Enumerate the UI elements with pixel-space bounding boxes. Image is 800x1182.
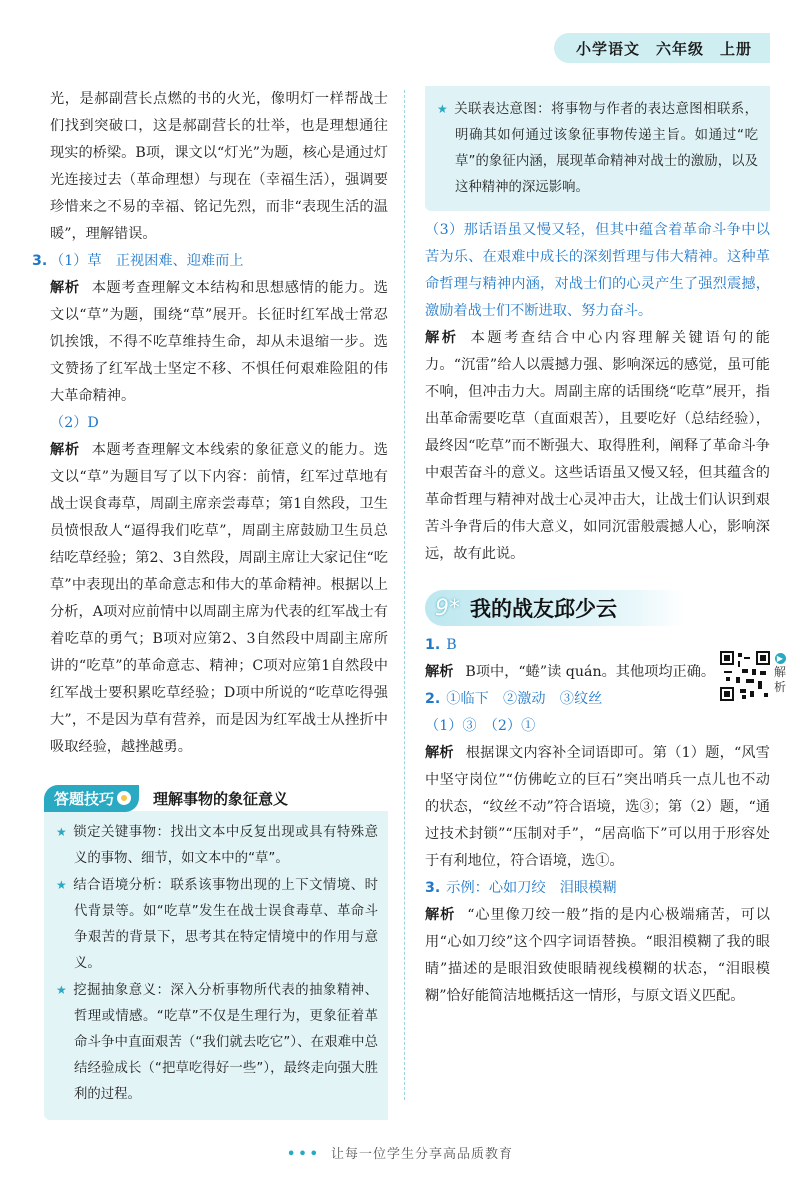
tip-heading: 理解事物的象征意义 [153, 789, 289, 808]
s9-q1-analysis: 解析 B项中，“蜷”读 quán。其他项均正确。 [425, 664, 716, 680]
tip-tag: 答题技巧 [44, 785, 139, 812]
q3-number: 3. [425, 880, 441, 896]
play-icon: ▶ [775, 653, 786, 664]
tip-title-row [44, 783, 388, 813]
footer [0, 1143, 800, 1162]
q1-number: 1. [425, 637, 441, 653]
footer-dots: ••• [287, 1147, 321, 1162]
tip-box [44, 783, 388, 1120]
q3-3-analysis: 解析 本题考查结合中心内容理解关键语句的能力。“沉雷”给人以震撼力强、影响深远的感觉，虽可能不响，但冲击力大。周副主席的话围绕“吃草”展开，指出革命需要吃草（直面艰苦），且要吃好（总结经验），最终因“吃草”而不断强大、取得胜利，阐释了革命斗争中艰苦奋斗的意义。这些话语虽又慢又轻，但其蕴含的革命哲理与精神对战士心灵冲击大，让战士们认识到艰苦斗争背后的伟大意义，如同沉雷般震撼人心，影响深远，故有此说。 [425, 330, 770, 562]
tip-item: ★ 关联表达意图：将事物与作者的表达意图相联系，明确其如何通过该象征事物传递主旨。如通过“吃草”的象征内涵，展现革命精神对战士的激励，以及这种精神的深远影响。 [437, 102, 758, 195]
q3-1-analysis: 解析 本题考查理解文本结构和思想感情的能力。选文以“草”为题，围绕“草”展开。长征时红军战士常忍饥挨饿，不得不吃草维持生命，却从未退缩一步。选文赞扬了红军战士坚定不移、不惧任何艰难险阻的伟大革命精神。 [50, 280, 388, 404]
tip-item: ★ 锁定关键事物：找出文本中反复出现或具有特殊意义的事物、细节，如文本中的“草”。 [56, 825, 378, 866]
q2-number: 2. [425, 691, 441, 707]
q3-3-answer: （3）那话语虽又慢又轻，但其中蕴含着革命斗争中以苦为乐、在艰难中成长的深刻哲理与伟大精神。这种革命哲理与精神内涵，对战士们的心灵产生了强烈震撼，激励着战士们不断进取、努力奋斗。 [425, 222, 770, 319]
analysis-label: 解析 [425, 745, 454, 761]
star-icon: ★ [56, 878, 68, 892]
tip-item: ★ 结合语境分析：联系该事物出现的上下文情境、时代背景等。如“吃草”发生在战士误食毒草、革命斗争艰苦的背景下，思考其在特定情境中的作用与意义。 [56, 878, 378, 971]
analysis-label: 解析 [425, 664, 454, 680]
tip-body [44, 811, 388, 1120]
lightbulb-icon [117, 791, 131, 805]
section-number: 9* [435, 595, 460, 621]
intro-text: 光，是郝副营长点燃的书的火光，像明灯一样帮战士们找到突破口，这是郝副营长的壮举，也是理想通往现实的桥梁。B项，课文以“灯光”为题，核心是通过灯光连接过去（革命理想）与现在（幸福生活），强调要珍惜来之不易的幸福、铭记先烈，而非“表现生活的温暖”，理解错误。 [50, 91, 388, 242]
analysis-label: 解析 [50, 442, 80, 458]
column-divider [404, 90, 405, 1100]
star-icon: ★ [437, 102, 449, 116]
header-badge: 小学语文 六年级 上册 [554, 33, 770, 63]
qr-code-icon[interactable] [720, 651, 770, 701]
analysis-label: 解析 [50, 280, 80, 296]
tip-item: ★ 挖掘抽象意义：深入分析事物所代表的抽象精神、哲理或情感。“吃草”不仅是生理行为，更象征着革命斗争中直面艰苦（“我们就去吃它”）、在艰难中总结经验成长（“把草吃得好一些”），最终走向强大胜利的过程。 [56, 983, 378, 1102]
s9-q3-answer: 3. 示例：心如刀绞 泪眼模糊 [425, 880, 617, 896]
s9-q2-analysis: 解析 根据课文内容补全词语即可。第（1）题，“风雪中坚守岗位”“仿佛屹立的巨石”突出哨兵一点儿也不动的状态，“纹丝不动”符合语境，选③；第（2）题，“通过技术封锁”“压制对手”，“居高临下”可以用于形容处于有利地位，符合语境，选①。 [425, 745, 770, 869]
q3-1-answer: 3. （1）草 正视困难、迎难而上 [32, 248, 388, 275]
q3-number: 3. [32, 253, 48, 269]
section-name: 我的战友邱少云 [470, 597, 617, 621]
s9-q1-answer: 1. B [425, 637, 457, 653]
q3-2-answer: （2）D [50, 415, 99, 431]
footer-slogan: 让每一位学生分享高品质教育 [330, 1147, 513, 1162]
left-column [32, 86, 388, 1120]
section-title [425, 590, 685, 626]
star-icon: ★ [56, 983, 68, 997]
s9-q2-answer: 2. ①临下 ②激动 ③纹丝 [425, 691, 603, 707]
analysis-label: 解析 [425, 907, 456, 923]
s9-q3-analysis: 解析 “心里像刀绞一般”指的是内心极端痛苦，可以用“心如刀绞”这个四字词语替换。“眼泪模糊了我的眼睛”描述的是眼泪致使眼睛视线模糊的状态，“泪眼模糊”恰好能简洁地概括这一情形，与原文语义匹配。 [425, 907, 770, 1004]
s9-q2-answer-b: （1）③ （2）① [425, 718, 536, 734]
q3-2-analysis: 解析 本题考查理解文本线索的象征意义的能力。选文以“草”为题目写了以下内容：前情，红军过草地有战士误食毒草，周副主席亲尝毒草；第1自然段，卫生员愤恨敌人“逼得我们吃草”，周副主席鼓励卫生员总结吃草经验；第2、3自然段，周副主席让大家记住“吃草”中表现出的革命意志和伟大的革命精神。根据以上分析，A项对应前情中以周副主席为代表的红军战士有着吃草的勇气；B项对应第2、3自然段中周副主席所讲的“吃草”的革命意志、精神；C项对应第1自然段中红军战士要积累吃草经验；D项中所说的“吃草吃得强大”，不是因为草有营养，而是因为红军战士从挫折中吸取经验，越挫越勇。 [50, 442, 388, 755]
tip-continuation [425, 86, 770, 211]
star-icon: ★ [56, 825, 68, 839]
right-column [425, 86, 770, 1010]
qr-label: ▶ 解析 [773, 654, 786, 694]
analysis-label: 解析 [425, 330, 459, 346]
